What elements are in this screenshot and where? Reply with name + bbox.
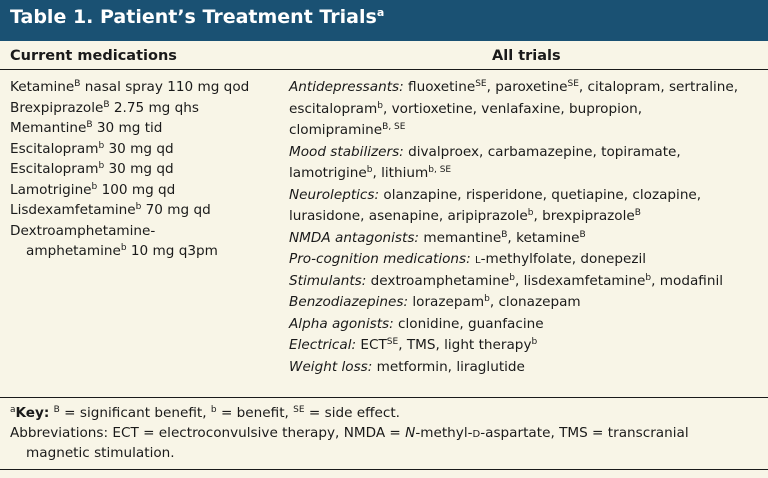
- drug-name: dextroamphetamine: [370, 272, 510, 289]
- current-medications-column: [10, 77, 280, 262]
- category-label: Benzodiazepines:: [289, 294, 409, 310]
- medication-dose: 2.75 mg qhs: [109, 99, 199, 116]
- drug-list: , clonazepam: [489, 294, 581, 310]
- key-marker: SE: [293, 405, 305, 415]
- medication-name: Brexpiprazole: [10, 99, 104, 116]
- drug-name: fluoxetine: [408, 79, 476, 95]
- medication-dose: 30 mg qd: [104, 161, 174, 177]
- trial-mood-stabilizers: [289, 142, 761, 164]
- effect-marker: b, SE: [428, 165, 452, 175]
- effect-marker: B: [501, 229, 508, 240]
- key-footnote: [10, 403, 760, 423]
- drug-list: olanzapine, risperidone, quetiapine, clozapine,: [383, 186, 702, 203]
- trial-pro-cognition: [289, 249, 761, 271]
- abbreviation-text: Abbreviations: ECT = electroconvulsive therapy, NMDA =: [10, 425, 406, 441]
- drug-list: , vortioxetine, venlafaxine, bupropion,: [382, 100, 643, 117]
- effect-marker: SE: [475, 79, 487, 89]
- effect-marker: b: [366, 165, 373, 175]
- abbreviation-text: -aspartate, TMS = transcranial: [480, 425, 689, 441]
- medication-name: Dextroamphetamine-: [10, 222, 156, 239]
- abbreviations-footnote: [10, 423, 760, 443]
- medication-name: amphetamine: [26, 243, 121, 259]
- trial-benzodiazepines: [289, 292, 761, 314]
- medication-name: Memantine: [10, 120, 87, 136]
- medication-row-continued: [10, 241, 280, 262]
- trial-antidepressants-cont: [289, 99, 761, 121]
- benefit-marker: b: [98, 140, 105, 151]
- effect-marker: b: [531, 337, 538, 347]
- medication-dose: 100 mg qd: [97, 181, 176, 198]
- medication-dose: nasal spray 110 mg qod: [80, 79, 250, 95]
- trial-antidepressants: Antidepressants: fluoxetine$^{SE}$, paroxetine$^{SE}$, citalopram, sertraline,: [289, 79, 739, 95]
- table-title: [0, 0, 768, 41]
- drug-name: lisdexamfetamine: [523, 272, 646, 289]
- category-label: Alpha agonists:: [289, 315, 394, 332]
- header-divider: [0, 69, 768, 70]
- trial-weight-loss: [289, 357, 761, 379]
- drug-list: , TMS, light therapy: [398, 337, 532, 353]
- medication-row: [10, 98, 280, 119]
- medication-dose: 10 mg q3pm: [126, 243, 218, 259]
- effect-marker: B, SE: [382, 122, 406, 132]
- drug-name: ECT: [360, 337, 387, 353]
- effect-marker: b: [645, 272, 652, 283]
- medication-name: Lisdexamfetamine: [10, 202, 136, 218]
- drug-name: escitalopram: [289, 100, 378, 117]
- category-label: Pro-cognition medications:: [289, 251, 471, 267]
- medication-name: Escitalopram: [10, 161, 99, 177]
- category-label: Mood stabilizers:: [289, 143, 404, 160]
- category-label: Weight loss:: [289, 358, 373, 375]
- key-marker: b: [210, 405, 217, 415]
- title-footnote-marker: a: [376, 6, 385, 19]
- category-label: Neuroleptics:: [289, 186, 380, 203]
- key-label: Key:: [15, 405, 50, 421]
- footer-divider: [0, 397, 768, 398]
- table-footnotes: [10, 403, 760, 463]
- trial-antidepressants-cont2: [289, 120, 761, 142]
- medication-dose: 30 mg qd: [104, 140, 174, 157]
- medication-row: [10, 180, 280, 201]
- trial-neuroleptics-cont: lurasidone, asenapine, aripiprazole$^b$, brexpiprazole$^B$: [289, 208, 641, 224]
- effect-marker: SE: [567, 79, 579, 89]
- key-text: = side effect.: [304, 405, 400, 421]
- key-text: = significant benefit,: [59, 405, 211, 421]
- trial-mood-stabilizers-cont: lamotrigine$^b$, lithium$^{b, SE}$: [289, 165, 452, 181]
- drug-list: , citalopram, sertraline,: [578, 79, 739, 95]
- effect-marker: SE: [386, 337, 399, 347]
- drug-name: paroxetine: [495, 79, 568, 95]
- drug-name: lamotrigine: [289, 165, 367, 181]
- effect-marker: b: [484, 294, 490, 304]
- benefit-marker: B: [86, 120, 93, 130]
- abbreviation-italic: N: [405, 425, 416, 441]
- drug-list: clonidine, guanfacine: [398, 315, 544, 332]
- medication-dose: 70 mg qd: [141, 202, 211, 218]
- key-text: = benefit,: [216, 405, 294, 421]
- trial-stimulants: Stimulants: dextroamphetamine$^b$, lisdexamfetamine$^b$, modafinil: [289, 272, 724, 289]
- medication-name: Ketamine: [10, 79, 75, 95]
- trial-alpha-agonists: [289, 314, 761, 336]
- drug-list: lurasidone, asenapine,: [289, 208, 448, 224]
- stereo-prefix: d: [472, 425, 481, 441]
- header-current-medications: Current medications: [10, 48, 177, 64]
- medication-row: [10, 118, 280, 139]
- medication-name: Lamotrigine: [10, 181, 92, 198]
- benefit-marker: b: [120, 243, 127, 253]
- medication-row: [10, 159, 280, 180]
- trial-nmda-antagonists: NMDA antagonists: memantine$^B$, ketamine$^B$: [289, 229, 586, 246]
- drug-list: metformin, liraglutide: [376, 358, 525, 375]
- medication-dose: 30 mg tid: [92, 120, 163, 136]
- drug-name: ketamine: [516, 229, 580, 246]
- drug-list: divalproex, carbamazepine, topiramate,: [408, 143, 681, 160]
- category-label: Electrical:: [289, 337, 357, 353]
- drug-name: lorazepam: [412, 294, 485, 310]
- drug-name: memantine: [423, 229, 502, 246]
- medication-row: [10, 221, 280, 242]
- table-bottom-rule: [0, 469, 768, 470]
- effect-marker: b: [509, 272, 515, 283]
- drug-name: aripiprazole: [447, 208, 528, 224]
- benefit-marker: b: [91, 181, 98, 192]
- medication-row: [10, 77, 280, 98]
- drug-name: clomipramine: [289, 122, 383, 138]
- drug-name: lithium: [381, 165, 429, 181]
- benefit-marker: b: [135, 202, 142, 212]
- drug-list: -methylfolate, donepezil: [480, 251, 647, 267]
- abbreviation-text: -methyl-: [415, 425, 473, 441]
- benefit-marker: B: [74, 79, 81, 89]
- table-title-text: Table 1. Patient’s Treatment Trials: [10, 6, 377, 28]
- header-all-trials: All trials: [492, 48, 561, 64]
- effect-marker: B: [634, 208, 641, 218]
- stereo-prefix: l: [475, 251, 481, 267]
- category-label: Antidepressants:: [289, 79, 404, 95]
- footnote-marker: a: [10, 405, 16, 415]
- all-trials-column: [289, 77, 761, 378]
- drug-name: brexpiprazole: [542, 208, 635, 224]
- trial-neuroleptics: [289, 185, 761, 207]
- effect-marker: B: [579, 229, 586, 240]
- benefit-marker: B: [103, 99, 110, 110]
- abbreviations-footnote-cont: magnetic stimulation.: [26, 445, 175, 461]
- effect-marker: b: [527, 208, 534, 218]
- trial-electrical: [289, 335, 761, 357]
- medication-row: [10, 139, 280, 160]
- benefit-marker: b: [98, 161, 105, 171]
- effect-marker: b: [377, 100, 383, 111]
- drug-list: , modafinil: [651, 272, 724, 289]
- category-label: NMDA antagonists:: [289, 229, 420, 246]
- medication-name: Escitalopram: [10, 140, 99, 157]
- key-marker: B: [53, 405, 60, 415]
- category-label: Stimulants:: [289, 272, 367, 289]
- medication-row: [10, 200, 280, 221]
